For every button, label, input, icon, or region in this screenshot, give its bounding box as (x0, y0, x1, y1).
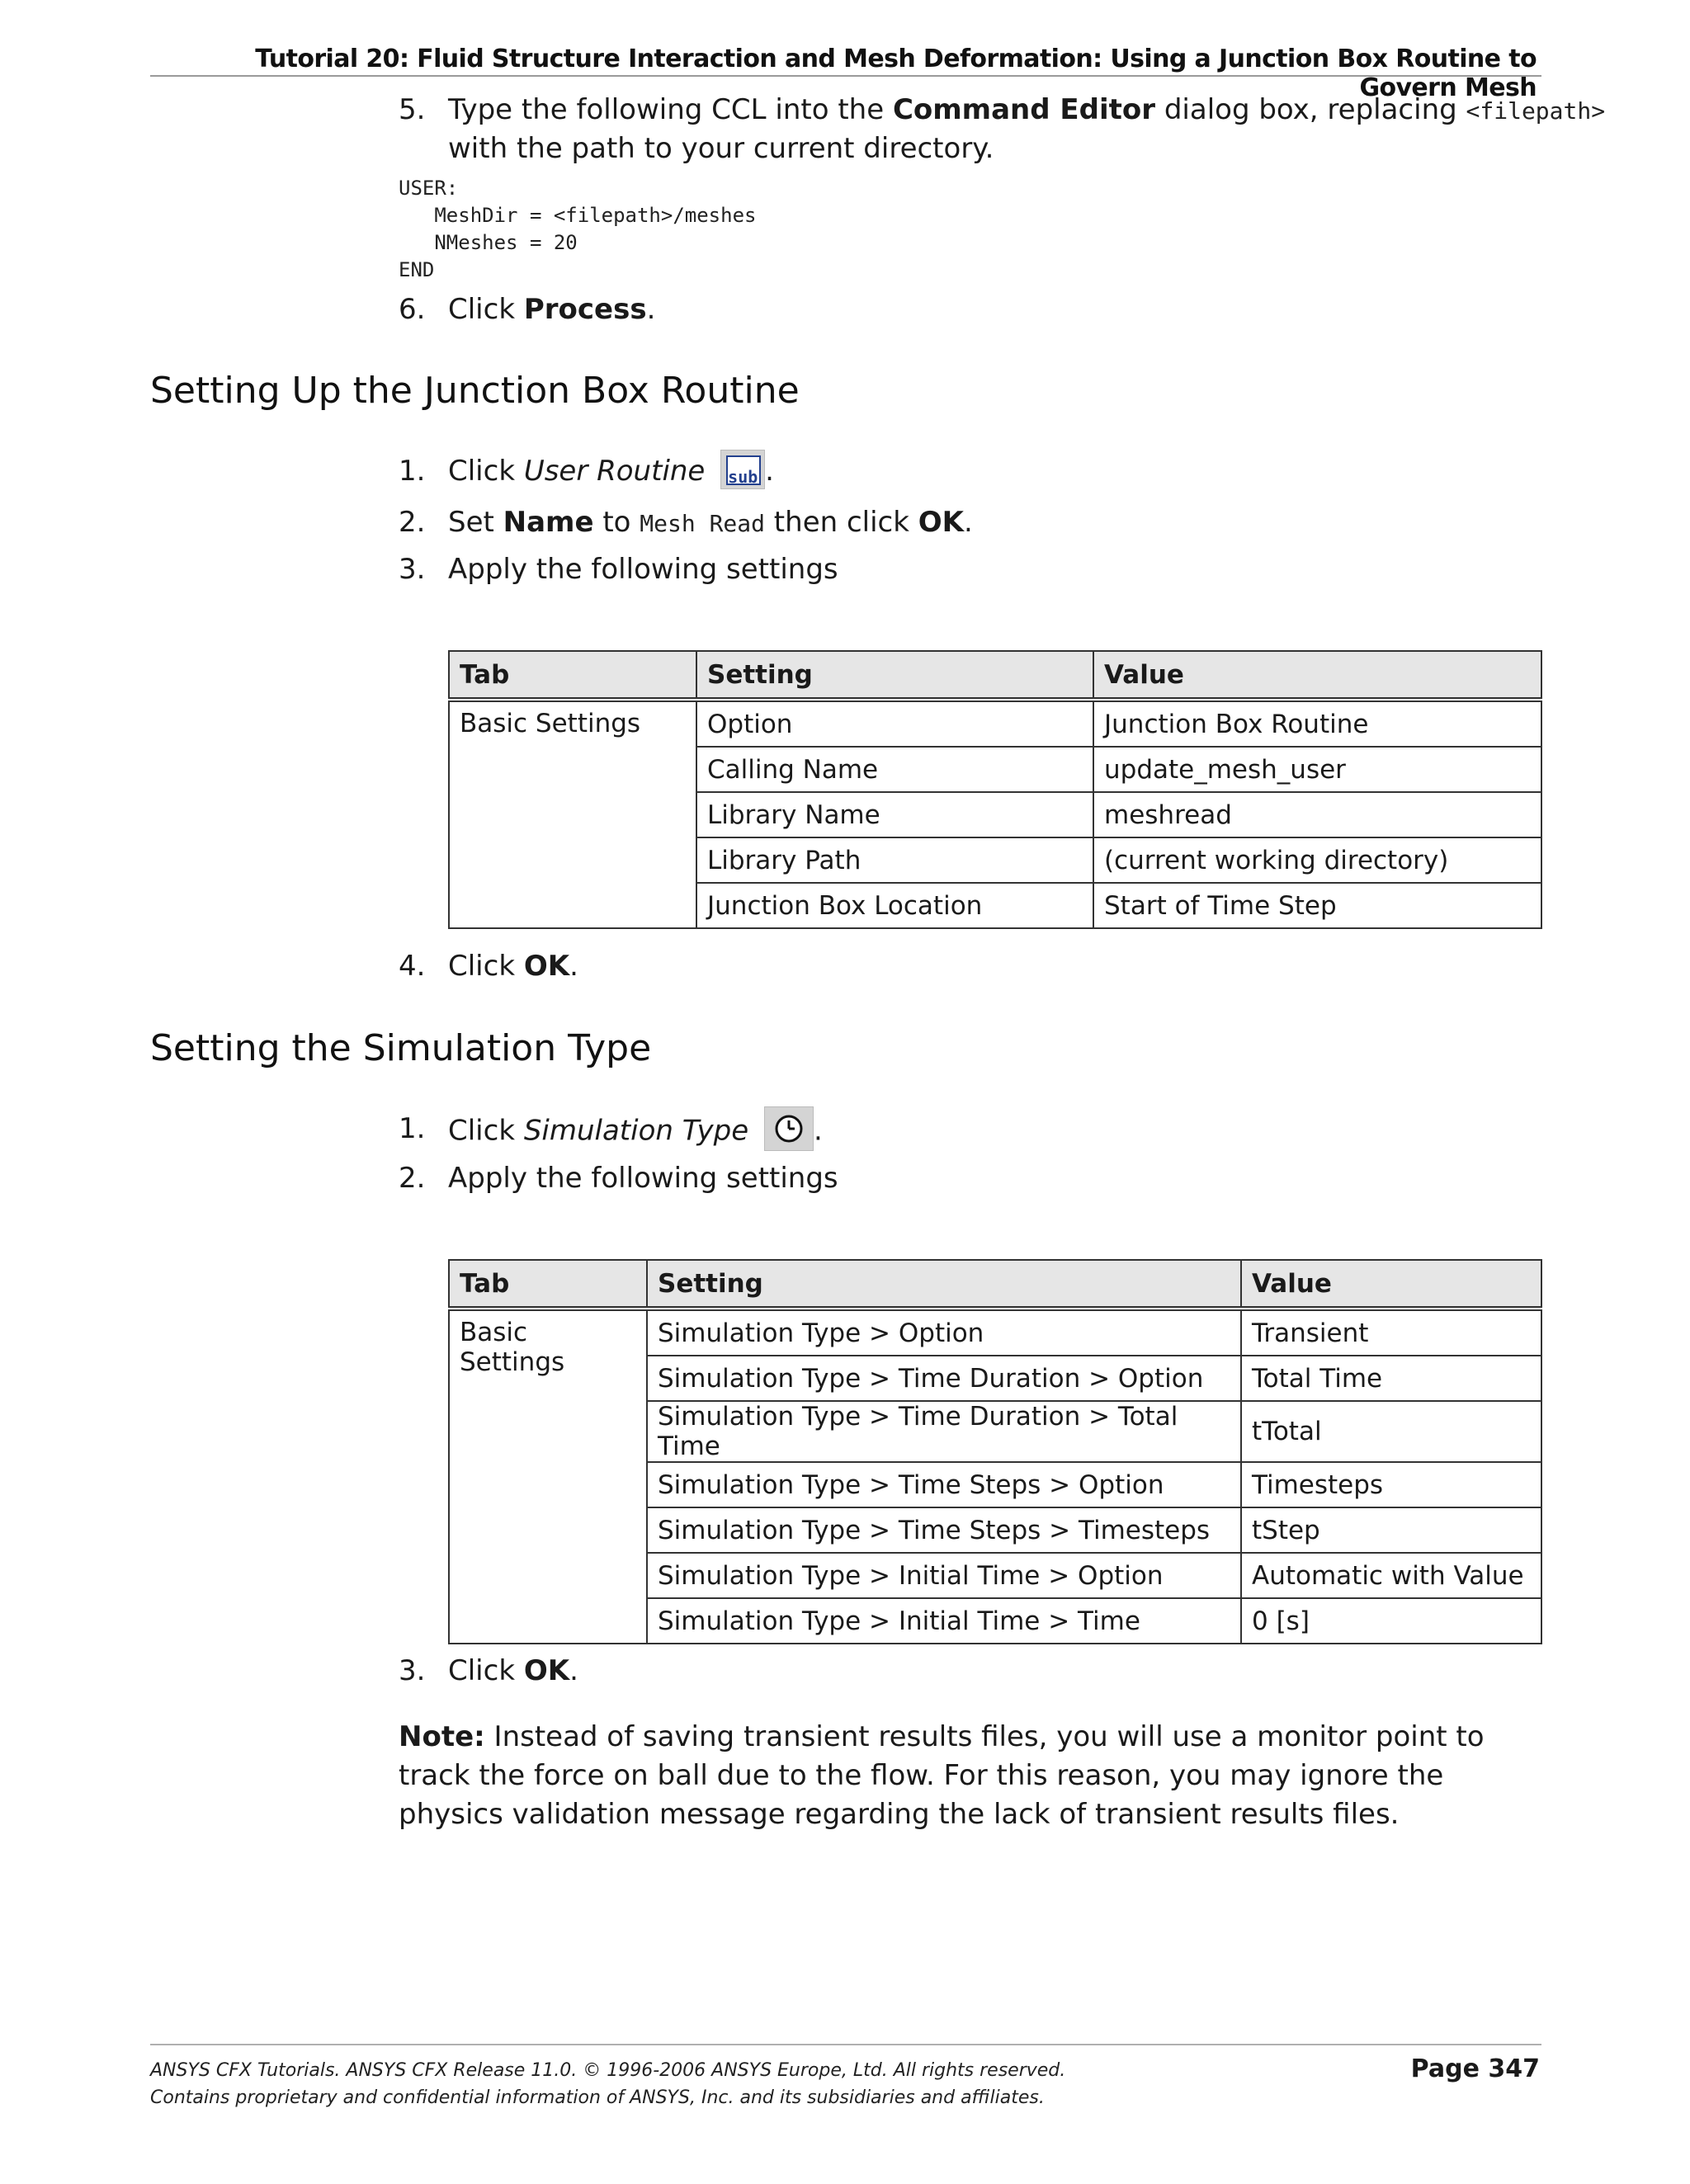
table-row (449, 1309, 1541, 1356)
step-number: 4. (399, 950, 426, 983)
setting-cell: Simulation Type > Initial Time > Time (647, 1598, 1241, 1644)
tab-cell: Basic Settings (449, 1309, 647, 1644)
page-number: Page 347 (1410, 2054, 1540, 2083)
step-text-part: . (646, 293, 656, 326)
value-cell: 0 [s] (1241, 1598, 1541, 1644)
footer-divider (150, 2044, 1541, 2045)
section1-step-1 (399, 452, 1224, 493)
column-header-value: Value (1093, 651, 1541, 700)
code-line: END (399, 258, 435, 281)
ui-term: Simulation Type (523, 1114, 749, 1148)
step-text (448, 1110, 823, 1154)
code-line: USER: (399, 177, 459, 200)
setting-cell: Simulation Type > Initial Time > Option (647, 1553, 1241, 1598)
code-term: <filepath> (1466, 97, 1606, 125)
simulation-type-clock-icon (764, 1106, 814, 1151)
value-cell: Timesteps (1241, 1462, 1541, 1507)
step-number: 2. (399, 1162, 426, 1195)
value-cell: tTotal (1241, 1401, 1541, 1462)
setting-cell: Simulation Type > Option (647, 1309, 1241, 1356)
step-text-part: Type the following CCL into the (448, 93, 893, 126)
value-cell: Start of Time Step (1093, 883, 1541, 928)
user-routine-settings-table (448, 650, 1542, 929)
step-text-part: . (814, 1114, 823, 1148)
setting-cell: Simulation Type > Time Steps > Timesteps (647, 1507, 1241, 1553)
step-number: 3. (399, 553, 426, 586)
column-header-tab: Tab (449, 1260, 647, 1309)
step-text (448, 91, 1605, 130)
clock-icon (765, 1107, 813, 1150)
note-label: Note: (399, 1720, 485, 1753)
step-text-part: . (569, 1654, 578, 1687)
setting-cell: Junction Box Location (696, 883, 1093, 928)
user-routine-icon-label: sub (728, 466, 758, 487)
ui-term: Process (523, 293, 647, 326)
step-text (448, 503, 973, 543)
step-text-part: dialog box, replacing (1155, 93, 1466, 126)
setting-cell: Option (696, 700, 1093, 747)
section2-step-2 (399, 1159, 1389, 1198)
setting-cell: Library Name (696, 792, 1093, 837)
setting-cell: Simulation Type > Time Steps > Option (647, 1462, 1241, 1507)
value-cell: Junction Box Routine (1093, 700, 1541, 747)
step-number: 5. (399, 93, 426, 126)
section2-step-1 (399, 1110, 1224, 1153)
step-text-part: Click (448, 1114, 524, 1148)
section1-step-2 (399, 503, 1389, 542)
value-cell: update_mesh_user (1093, 747, 1541, 792)
table-header-row (449, 651, 1541, 700)
section1-step-3 (399, 550, 1389, 589)
column-header-setting: Setting (696, 651, 1093, 700)
footer-confidential: Contains proprietary and confidential information of ANSYS, Inc. and its subsidiaries and affiliates. (150, 2087, 1045, 2108)
column-header-setting: Setting (647, 1260, 1241, 1309)
setting-cell: Library Path (696, 837, 1093, 883)
step-text-part: Set (448, 506, 503, 539)
step-text-part: . (964, 506, 973, 539)
step-text: Apply the following settings (448, 553, 838, 586)
section2-step-3 (399, 1652, 1059, 1691)
ui-term: Name (503, 506, 594, 539)
footer-copyright: ANSYS CFX Tutorials. ANSYS CFX Release 11.0. © 1996-2006 ANSYS Europe, Ltd. All rights reserved. (150, 2060, 1066, 2081)
setting-cell: Calling Name (696, 747, 1093, 792)
value-cell: (current working directory) (1093, 837, 1541, 883)
step-text-part: then click (765, 506, 918, 539)
setting-cell: Simulation Type > Time Duration > Total Time (647, 1401, 1241, 1462)
setting-cell: Simulation Type > Time Duration > Option (647, 1356, 1241, 1401)
step-number: 2. (399, 506, 426, 539)
step-text: Apply the following settings (448, 1162, 838, 1195)
step-text (448, 947, 578, 986)
step-number: 6. (399, 293, 426, 326)
step-text-part: Click (448, 293, 524, 326)
ui-term: Command Editor (892, 93, 1156, 126)
step-number: 3. (399, 1654, 426, 1687)
table-row (449, 700, 1541, 747)
running-header: Tutorial 20: Fluid Structure Interaction and Mesh Deformation: Using a Junction Box Routine to Govern Mesh (255, 45, 1537, 102)
user-routine-icon (720, 450, 765, 489)
code-line: MeshDir = <filepath>/meshes (399, 204, 757, 227)
note-paragraph (399, 1718, 1546, 1834)
step-text (448, 1652, 578, 1691)
table-header-row (449, 1260, 1541, 1309)
ui-term: OK (523, 950, 570, 983)
step-number: 1. (399, 455, 426, 488)
step-text-line2: with the path to your current directory. (448, 132, 994, 165)
value-cell: Total Time (1241, 1356, 1541, 1401)
simulation-type-settings-table (448, 1259, 1542, 1644)
column-header-value: Value (1241, 1260, 1541, 1309)
step-5 (399, 91, 1606, 173)
section-title-simulation-type: Setting the Simulation Type (150, 1027, 652, 1069)
step-text-part: Click (448, 1654, 524, 1687)
code-block (399, 175, 756, 284)
tab-cell: Basic Settings (449, 700, 696, 928)
step-text-part: Click (448, 950, 524, 983)
value-cell: meshread (1093, 792, 1541, 837)
step-text (448, 452, 774, 493)
step-text-part: Click (448, 455, 524, 488)
step-6 (399, 290, 1059, 329)
ui-term: OK (523, 1654, 570, 1687)
ui-term: OK (918, 506, 964, 539)
step-text-part: . (765, 455, 774, 488)
step-number: 1. (399, 1112, 426, 1145)
note-text: Instead of saving transient results files, you will use a monitor point to track the force on ball due to the flow. For this reason, you may ignore the physics validation message regarding the lack of transient results files. (399, 1720, 1485, 1831)
section1-step-4 (399, 947, 1059, 986)
column-header-tab: Tab (449, 651, 696, 700)
step-text-part: . (569, 950, 578, 983)
code-line: NMeshes = 20 (399, 231, 578, 254)
code-term: Mesh Read (640, 510, 765, 537)
value-cell: tStep (1241, 1507, 1541, 1553)
value-cell: Transient (1241, 1309, 1541, 1356)
step-text-part: to (593, 506, 640, 539)
section-title-junction-box: Setting Up the Junction Box Routine (150, 370, 800, 412)
header-divider (150, 75, 1541, 77)
ui-term: User Routine (523, 455, 706, 488)
step-text (448, 290, 655, 329)
value-cell: Automatic with Value (1241, 1553, 1541, 1598)
